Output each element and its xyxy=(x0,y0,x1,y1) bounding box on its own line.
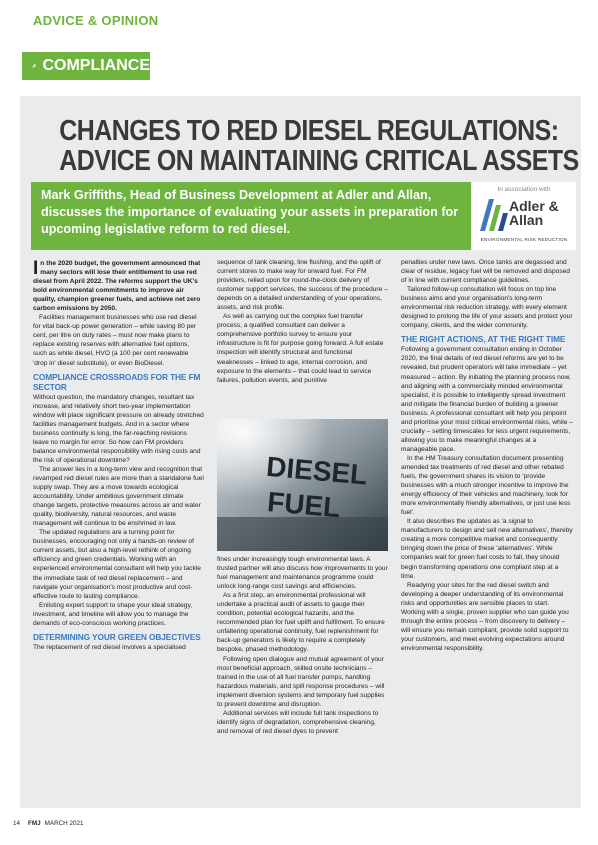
paragraph: Following a government consultation ending in October 2020, the final details of red diesel reforms are yet to be revealed, but prudent operators will take immediate – yet measured – action. By initiating the planning process now, and aligning with a commercially minded environmental specialist, it is possible to intelligently spread investment and mitigate the financial burden of building a greener business. A professional consultant will help you pinpoint and prioritise your most critical environmental risks, while – crucially – setting timescales for less urgent requirements, allowing you to make meaningful changes at a manageable pace. xyxy=(401,346,573,453)
photo-text-fuel: FUEL xyxy=(266,486,342,524)
sponsor-name-line1: Adler & xyxy=(509,198,559,214)
paragraph: As a first step, an environmental professional will undertake a practical audit of assets to gauge their condition, potential ecological hazards, and the recommended plan for fuel uplift and fulfilment. To ensure unfaltering operational continuity, fuel replenishment for back-up generators is likely to require a completely bespoke, phased methodology. xyxy=(217,592,385,654)
headline-line1: CHANGES TO RED DIESEL REGULATIONS: xyxy=(59,115,559,147)
paragraph: Tailored follow-up consultation will focus on top line business aims and your organisation's long-term environmental risk reduction strategy, with every element designed to prolong the life of your assets and protect your company, clients, and the wider community. xyxy=(401,286,573,330)
dropcap: I xyxy=(33,258,39,279)
paragraph: Facilities management businesses who use red diesel for vital back-up power generation – while saving 80 per cent, per litre on duty rates – must now make plans to replace existing reserves with alternative fuel options, such as white diesel, HVO (a 100 per cent renewable 'drop in' diesel substitute), or even BioDiesel. xyxy=(33,314,197,367)
standfirst-box xyxy=(31,182,471,250)
paragraph: It also describes the updates as 'a signal to manufacturers to design and sell new alternatives', thereby creating a more competitive market and consequently bringing down the price of these 'alternatives'. While companies wait for green fuel costs to fall, they should begin transforming operations one compliant step at a time. xyxy=(401,518,573,580)
lead-text: n the 2020 budget, the government announced that many sectors will lose their entitlement to use red diesel from April 2022. The reforms support the UK's bold environmental commitments to improve air quality, champion greener fuels, and achieve net zero carbon emissions by 2050. xyxy=(33,260,201,313)
column-1 xyxy=(33,259,204,652)
standfirst: Mark Griffiths, Head of Business Development at Adler and Allan, discusses the importance of evaluating your assets in preparation for upcoming legislative reform to red diesel. xyxy=(41,188,459,236)
paragraph: Additional services will include full tank inspections to identify signs of degradation, comprehensive cleaning, and removal of red diesel dyes to prevent xyxy=(217,709,379,735)
paragraph: fines under increasingly tough environmental laws. A trusted partner will also discuss how improvements to your fuel management and maintenance programme could unlock long-range cost savings and efficiencies. xyxy=(217,556,388,591)
paragraph: As well as carrying out the complex fuel transfer process, a qualified consultant can deliver a comprehensive portfolio survey to ensure your infrastructure is fit for purpose going forward. A full estate inspection will identify structural and functional weaknesses – linked to age, internal corrosion, and exposure to the elements – that could lead to service failures, pollution events, and punitive xyxy=(217,313,384,384)
paragraph: The replacement of red diesel involves a specialised xyxy=(33,643,186,651)
sponsor-name-line2: Allan xyxy=(509,212,544,228)
headline xyxy=(59,115,579,177)
page-footer xyxy=(13,820,83,827)
column-2-bottom xyxy=(217,555,388,736)
lead-paragraph xyxy=(33,259,204,313)
column-3 xyxy=(401,258,574,653)
diesel-fuel-photo xyxy=(217,419,388,551)
category-label: COMPLIANCE xyxy=(42,57,150,74)
paragraph: Without question, the mandatory changes, resultant tax increase, and relatively short two-year implementation window will place significant pressure on already stretched facilities management budgets. And in a sector where business continuity is king, the far-reaching revisions leave no margin for error. So how can FM providers balance environmental responsibility with rising costs and the risk of operational downtime? xyxy=(33,393,204,464)
paragraph: The answer lies in a long-term view and recognition that revamped red diesel rules are more than a standalone fuel supply swap. They are a move towards ecological accountability. Under ambitious government climate change targets, protective measures across air and water quality, biodiversity, natural resources, and waste management will continue to be enshrined in law. xyxy=(33,465,204,528)
sponsor-subtitle: ENVIRONMENTAL RISK REDUCTION xyxy=(480,237,568,242)
paragraph: penalties under new laws. Once tanks are degassed and clear of residue, legacy fuel will be removed and disposed of in line with current compliance guidelines. xyxy=(401,259,570,285)
magazine-name: FMJ xyxy=(28,820,41,827)
photo-text-diesel: DIESEL xyxy=(265,450,369,491)
paragraph: Readying your sites for the red diesel switch and developing a deeper understanding of its environmental risks and opportunities are sensible places to start. Working with a single, proven supplier who can guide you through the entire process – from discovery to delivery – will ensure you remain compliant, provide solid support to your customers, and meet evolving expectations around environmental responsibility. xyxy=(401,581,569,652)
sponsor-box xyxy=(472,182,576,250)
sponsor-tag: In association with xyxy=(497,186,551,193)
paragraph: Enlisting expert support to shape your ideal strategy, investment, and timeline will allow you to manage the demands of eco-conscious working practices. xyxy=(33,601,193,627)
wrench-icon xyxy=(32,56,36,76)
page-number: 14 xyxy=(13,820,21,827)
subheading: THE RIGHT ACTIONS, AT THE RIGHT TIME xyxy=(401,334,566,345)
issue-date: MARCH 2021 xyxy=(44,820,84,827)
paragraph: In the HM Treasury consultation document presenting amended tax treatments of red diesel and other rebated fuels, the government shares its vision to 'provide businesses with a much stronger incentive to improve the energy efficiency of their vehicles and machinery, look for more environmentally friendly alternatives, or just use less fuel'. xyxy=(401,454,571,517)
subheading: DETERMINING YOUR GREEN OBJECTIVES xyxy=(33,631,201,642)
column-2-top xyxy=(217,258,388,385)
subheading: COMPLIANCE CROSSROADS FOR THE FM SECTOR xyxy=(33,371,201,392)
paragraph: sequence of tank cleaning, line flushing, and the uplift of current stores to make way for onward fuel. For FM providers, relied upon for round-the-clock delivery of customer support services, the success of the procedure – depends on a detailed understanding of your operations, assets, and risk profile. xyxy=(217,259,388,312)
category-banner xyxy=(22,52,150,80)
paragraph: The updated regulations are a turning point for businesses, encouraging not only a hands-on review of current assets, but also a high-level rethink of ongoing efficiency and green credentials. Working with an experienced environmental consultant will help you tackle the immediate task of red diesel replacement – and navigate your organisation's most productive and cost-effective route to lasting compliance. xyxy=(33,529,201,600)
adler-allan-logo-icon xyxy=(480,199,508,231)
section-label: ADVICE & OPINION xyxy=(33,13,159,28)
headline-line2: ADVICE ON MAINTAINING CRITICAL ASSETS xyxy=(59,145,579,177)
paragraph: Following open dialogue and mutual agreement of your most beneficial approach, skilled onsite technicians – trained in the use of all fuel transfer pumps, handling hazardous materials, and spill response procedures – will implement diversion systems and temporary fuel supplies to prevent downtime and disruption. xyxy=(217,655,385,708)
